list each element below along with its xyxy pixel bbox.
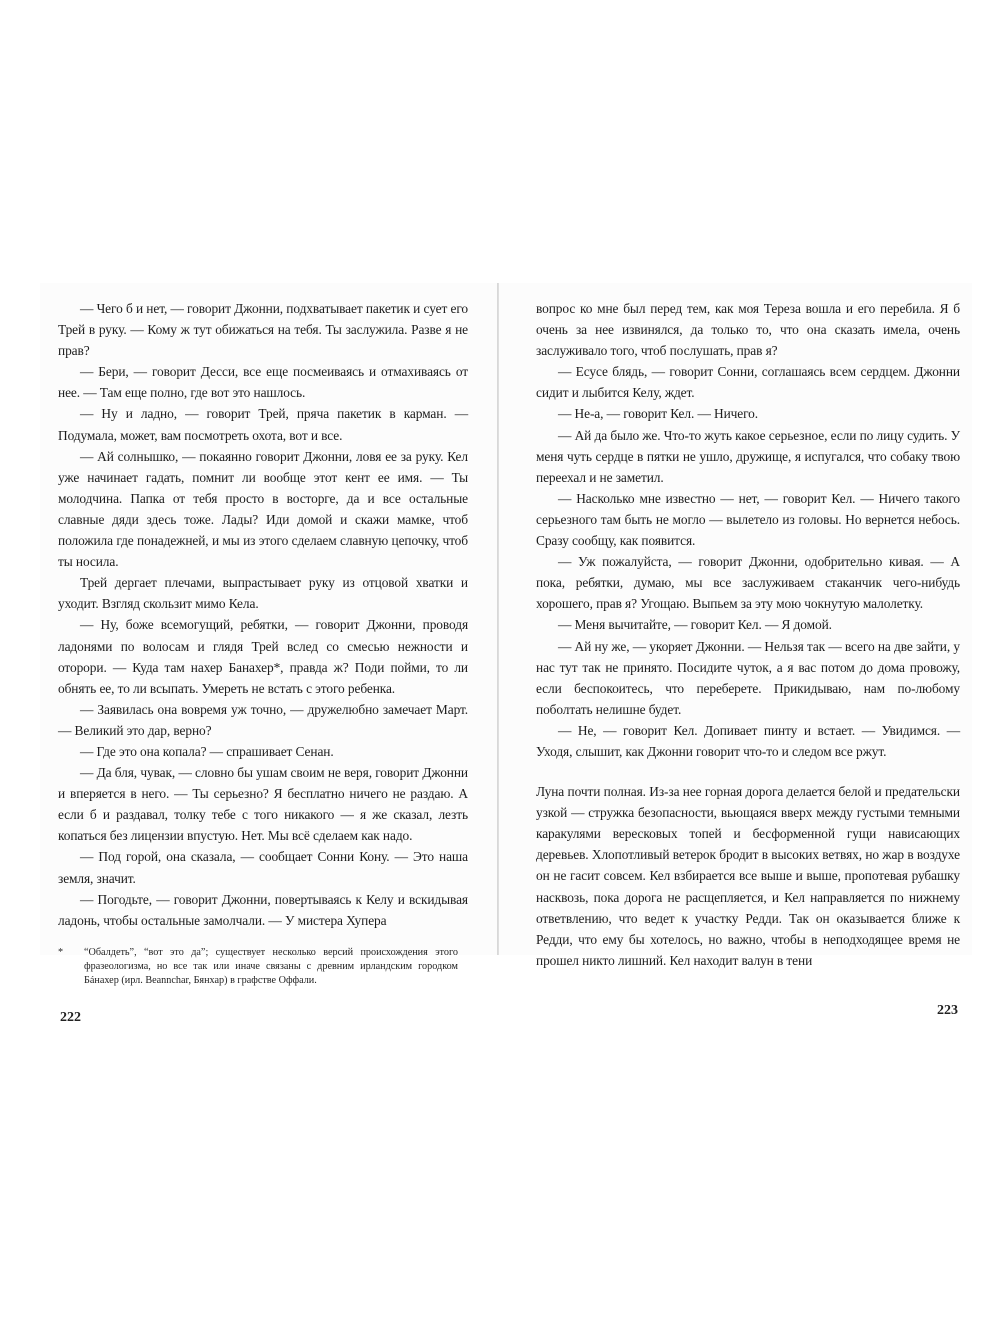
right-paragraph-10: Луна почти полная. Из-за нее горная дорога делается белой и предательски узкой — стружка безопасности, вьющаяся вверх между густыми темными каракулями вересковых топей и бесформенной гущи нависающих деревьев. Хлопотливый ветерок бродит в высоких ветвях, но жар в воздухе он не гасит совсем. Кел взбирается все выше и выше, пропотевая рубашку насквозь, пока дорога не расщепляется, и Кел направляется по нижнему ответвлению, что ведет к участку Редди. Так он оказывается ближе к Редди, что ему бы хотелось, но важно, чтобы в неподходящее время не прошел никто лишний. Кел находит валун в тени xyxy=(536,784,960,968)
left-paragraph-10: — Под горой, она сказала, — сообщает Сонни Кону. — Это наша земля, значит. xyxy=(58,849,468,886)
page-number-right: 223 xyxy=(937,1003,958,1018)
left-paragraph-11: — Погодьте, — говорит Джонни, повертываясь к Келу и вскидывая ладонь, чтобы остальные замолчали. — У мистера Хупера xyxy=(58,891,468,928)
left-page xyxy=(58,298,468,931)
right-paragraph-5: — Насколько мне известно — нет, — говорит Кел. — Ничего такого серьезного там быть не могло — вылетело из головы. Но вернется небось. Сразу сообщу, как появится. xyxy=(536,490,960,549)
right-paragraph-9: — Не, — говорит Кел. Допивает пинту и встает. — Увидимся. — Уходя, слышит, как Джонни говорит что-то и следом все ржут. xyxy=(536,722,960,759)
right-page xyxy=(536,298,960,971)
book-gutter xyxy=(497,283,499,955)
left-paragraph-6: — Ну, боже всемогущий, ребятки, — говорит Джонни, проводя ладонями по волосам и глядя Трей вслед со смесью нежности и отороpи. — Куда там нахер Банахер*, правда ж? Поди пойми, то ли обнять ее, то ли всыпать. Умереть не встать с этого ребенка. xyxy=(58,617,468,696)
right-paragraph-1: вопрос ко мне был перед тем, как моя Тереза вошла и его перебила. Я б очень за нее извинялся, да только то, что она сказать имела, очень заслуживало того, чтоб послушать, прав я? xyxy=(536,301,960,359)
footnote xyxy=(58,946,458,988)
right-paragraph-3: — Не-а, — говорит Кел. — Ничего. xyxy=(558,406,759,422)
right-paragraph-2: — Есусе блядь, — говорит Сонни, соглашаясь всем сердцем. Джонни сидит и лыбится Келу, ждет. xyxy=(536,364,960,401)
right-paragraph-7: — Меня вычитайте, — говорит Кел. — Я домой. xyxy=(558,617,832,633)
left-paragraph-8: — Где это она копала? — спрашивает Сенан. xyxy=(80,743,334,759)
left-paragraph-5: Трей дергает плечами, выпрастывает руку из отцовой хватки и уходит. Взгляд скользит мимо Кела. xyxy=(58,575,468,612)
left-paragraph-3: — Ну и ладно, — говорит Трей, пряча пакетик в карман. — Подумала, может, вам посмотреть охота, вот и все. xyxy=(58,406,468,443)
left-paragraph-4: — Ай солнышко, — покаянно говорит Джонни, ловя ее за руку. Кел уже начинает гадать, помнит ли вообще этот кент ее имя. — Ты молодчина. Папка от тебя просто в восторге, да и все остальные славные дяди здесь тоже. Лады? Иди домой и скажи мамке, чтоб положила где понадежней, и мы из этого сделаем славную цепочку, чтоб ты носила. xyxy=(58,448,468,570)
footnote-text: “Обалдеть”, “вот это да”; существует несколько версий происхождения этого фразеологизма, но все так или иначе связаны с древним ирландским городком Бáнахер (ирл. Beannchar, Бянхар) в графстве Оффали. xyxy=(84,947,458,986)
page-number-left: 222 xyxy=(60,1010,81,1025)
left-paragraph-1: — Чего б и нет, — говорит Джонни, подхватывает пакетик и сует его Трей в руку. — Кому ж тут обижаться на тебя. Ты заслужила. Разве я не прав? xyxy=(58,301,468,359)
right-paragraph-4: — Ай да было же. Что-то жуть какое серьезное, если по лицу судить. У меня чуть сердце в пятки не ушло, дружище, я испугался, что собаку твою переехал и не заметил. xyxy=(536,427,960,485)
left-paragraph-2: — Бери, — говорит Десси, все еще посмеиваясь и отмахиваясь от нее. — Там еще полно, где вот это нашлось. xyxy=(58,364,468,401)
left-paragraph-7: — Заявилась она вовремя уж точно, — дружелюбно замечает Март. — Великий это дар, верно? xyxy=(58,701,468,738)
right-paragraph-8: — Ай ну же, — укоряет Джонни. — Нельзя так — всего на две зайти, у нас тут так не принято. Посидите чуток, а я вас потом до дома провожу, если беспокоитесь, что переберете. Прикидываю, нам по-любому поболтать нелишне будет. xyxy=(536,638,960,717)
right-paragraph-6: — Уж пожалуйста, — говорит Джонни, одобрительно кивая. — А пока, ребятки, думаю, мы все заслуживаем стаканчик чего-нибудь хорошего, прав я? Угощаю. Выпьем за эту мою чокнутую малолетку. xyxy=(536,554,960,612)
footnote-mark: * xyxy=(58,947,64,958)
left-paragraph-9: — Да бля, чувак, — словно бы ушам своим не веря, говорит Джонни и вперяется в него. — Ты серьезно? Я бесплатно ничего не раздаю. А если б и раздавал, толку тебе с того никакого — я же сказал, лезть копаться без лицензии впустую. Нет. Мы всё сделаем как надо. xyxy=(58,765,468,844)
